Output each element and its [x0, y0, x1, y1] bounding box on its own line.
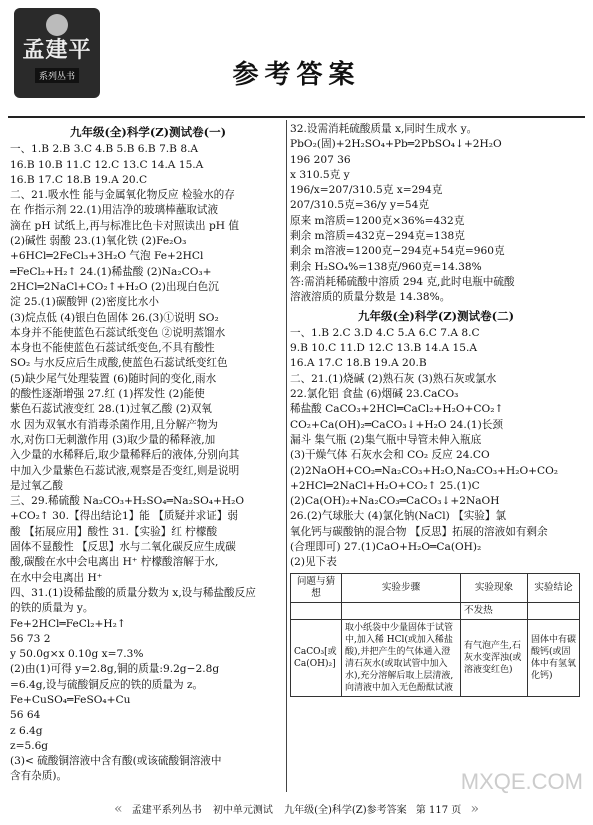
- answer-line: 剩余 m溶质=432克−294克=138克: [290, 230, 465, 243]
- answer-line: 在水中会电离出 H⁺: [10, 571, 103, 584]
- answer-line: (合理即可) 27.(1)CaO+H₂O═Ca(OH)₂: [290, 541, 482, 554]
- watermark: MXQE.COM: [460, 769, 583, 794]
- answer-line: 入少量的水稀释后,取少量稀释后的液体,分别向其: [10, 449, 240, 462]
- answer-line: 16.B 10.B 11.C 12.C 13.C 14.A 15.A: [10, 158, 204, 171]
- answer-line: 16.B 17.C 18.B 19.A 20.C: [10, 173, 148, 186]
- answer-line: =6.4g,设与硫酸铜反应的铁的质量为 z。: [10, 678, 204, 691]
- answer-line: 中加入少量紫色石蕊试液,观察是否变红,则是说明: [10, 464, 240, 477]
- answer-line: Fe+2HCl═FeCl₂+H₂↑: [10, 617, 126, 630]
- answer-line: (3)干燥气体 石灰水会和 CO₂ 反应 24.CO: [290, 449, 490, 462]
- answer-line: z 6.4g: [10, 724, 43, 737]
- answer-line: 水 因为双氧水有消毒杀菌作用,且分解产物为: [10, 418, 219, 431]
- table-header: 实验现象: [461, 573, 528, 602]
- answer-line: SO₂ 与水反应后生成酸,使蓝色石蕊试纸变红色: [10, 357, 228, 370]
- table-cell: CaCO₃[或Ca(OH)₂]: [291, 619, 342, 696]
- answer-line: 剩余 H₂SO₄%=138克/960克=14.38%: [290, 260, 482, 273]
- chevron-left-icon: «: [113, 801, 123, 817]
- answer-line: 是过氧乙酸: [10, 479, 63, 492]
- answer-line: 答:需消耗稀硫酸中溶质 294 克,此时电瓶中硫酸: [290, 275, 515, 288]
- answer-line: 三、29.稀硫酸 Na₂CO₃+H₂SO₄═Na₂SO₄+H₂O: [10, 495, 245, 508]
- table-header-row: [291, 573, 580, 602]
- answer-line: Fe+CuSO₄═FeSO₄+Cu: [10, 693, 131, 706]
- table-cell: [342, 602, 461, 619]
- answer-line: (2)见下表: [290, 556, 337, 569]
- answer-line: PbO₂(固)+2H₂SO₄+Pb═2PbSO₄↓+2H₂O: [290, 138, 502, 151]
- section-title-test1: 九年级(全)科学(Z)测试卷(一): [69, 125, 227, 139]
- table-header: 实验结论: [528, 573, 580, 602]
- answer-line: 漏斗 集气瓶 (2)集气瓶中导管未伸入瓶底: [290, 433, 482, 446]
- header-divider: [8, 116, 585, 118]
- table-cell: [291, 602, 342, 619]
- answer-line: +CO₂↑ 30.【得出结论1】能 【质疑并求证】弱: [10, 510, 239, 523]
- answer-line: 固体不显酸性 【反思】水与二氧化碳反应生成碳: [10, 541, 236, 554]
- answer-line: 2HCl═2NaCl+CO₂↑+H₂O (2)出现白色沉: [10, 280, 219, 293]
- answer-line: 原来 m溶质=1200克×36%=432克: [290, 214, 465, 227]
- answer-line: 本身也不能使蓝色石蕊试纸变色,不具有酸性: [10, 342, 215, 355]
- answer-line: 四、31.(1)设稀盐酸的质量分数为 x,设与稀盐酸反应: [10, 586, 256, 599]
- answer-line: (5)缺少尾气处理装置 (6)随时间的变化,雨水: [10, 372, 217, 385]
- page-title: 参考答案: [232, 60, 361, 90]
- answer-line: +6HCl═2FeCl₃+3H₂O 气泡 Fe+2HCl: [10, 250, 204, 263]
- answer-line: (3)< 硫酸铜溶液中含有酸(或该硫酸铜溶液中: [10, 755, 222, 768]
- answer-line: 56 73 2: [10, 632, 51, 645]
- answer-line: (2)2NaOH+CO₂═Na₂CO₃+H₂O,Na₂CO₃+H₂O+CO₂: [290, 464, 559, 477]
- logo-name: 孟建平: [22, 37, 92, 63]
- answer-line: 的铁的质量为 y。: [10, 602, 94, 615]
- answer-line: y 50.0g×x 0.10g x=7.3%: [10, 648, 144, 661]
- answer-line: 一、1.B 2.C 3.D 4.C 5.A 6.C 7.A 8.C: [290, 326, 480, 339]
- answer-line: 溶液溶质的质量分数是 14.38%。: [290, 291, 451, 304]
- table-cell: [528, 602, 580, 619]
- section-title-test2: 九年级(全)科学(Z)测试卷(二): [357, 308, 515, 323]
- answer-line: (2)由(1)可得 y=2.8g,铜的质量:9.2g−2.8g: [10, 663, 220, 676]
- left-column: [10, 122, 286, 785]
- answer-line: (2)碱性 弱酸 23.(1)氧化铁 (2)Fe₂O₃: [10, 235, 187, 248]
- answer-line: ═FeCl₂+H₂↑ 24.(1)稀盐酸 (2)Na₂CO₃+: [10, 265, 212, 278]
- footer-page-number: 第 117 页: [415, 805, 462, 816]
- table-row: [291, 619, 580, 696]
- footer-series: 孟建平系列丛书: [131, 805, 202, 816]
- answer-line: 196 207 36: [290, 153, 351, 166]
- column-divider: [286, 120, 287, 792]
- answer-line: 196/x=207/310.5克 x=294克: [290, 184, 443, 197]
- answer-line: (2)Ca(OH)₂+Na₂CO₃═CaCO₃↓+2NaOH: [290, 495, 500, 508]
- footer-subject: 九年级(全)科学(Z)参考答案: [284, 805, 407, 816]
- right-answer-lines-top: [290, 122, 582, 306]
- answer-line: 9.B 10.C 11.D 12.C 13.B 14.A 15.A: [290, 342, 477, 355]
- answer-line: 26.(2)气球胀大 (4)氯化钠(NaCl) 【实验】氯: [290, 510, 507, 523]
- table-cell: 取小纸袋中少量固体于试管中,加入稀 HCl(或加入稀盐酸),并把产生的气体通入澄清石灰水(或取试管中加入水),充分溶解后取上层清液,向清液中加入无色酚酞试液: [342, 619, 461, 696]
- answer-line: 本身并不能使蓝色石蕊试纸变色 ②说明蒸馏水: [10, 326, 226, 339]
- answer-line: CO₂+Ca(OH)₂═CaCO₃↓+H₂O 24.(1)长颈: [290, 418, 503, 431]
- answer-line: 滴在 pH 试纸上,再与标准比色卡对照读出 pH 值: [10, 219, 239, 232]
- table-header: 实验步骤: [342, 573, 461, 602]
- logo-emblem-icon: [46, 14, 68, 36]
- logo-subtitle: 系列丛书: [35, 68, 79, 83]
- answer-line: +2HCl═2NaCl+H₂O+CO₂↑ 25.(1)C: [290, 479, 480, 492]
- answer-line: 水,对伤口无刺激作用 (3)取少量的稀释液,加: [10, 433, 216, 446]
- answer-line: 剩余 m溶液=1200克−294克+54克=960克: [290, 245, 505, 258]
- answer-line: 稀盐酸 CaCO₃+2HCl═CaCl₂+H₂O+CO₂↑: [290, 403, 504, 416]
- answer-line: 含有杂质)。: [10, 770, 68, 783]
- page-footer: [0, 799, 593, 819]
- answer-line: 酸 【拓展应用】酸性 31.【实验】红 柠檬酸: [10, 525, 218, 538]
- answer-line: 淀 25.(1)碳酸钾 (2)密度比水小: [10, 296, 159, 309]
- answer-line: 22.氯化铝 食盐 (6)烟碱 23.CaCO₃: [290, 388, 459, 401]
- answer-line: 氧化钙与碳酸钠的混合物 【反思】拓展的溶液如有剩余: [290, 525, 548, 538]
- right-column: [290, 122, 582, 697]
- answer-line: 一、1.B 2.B 3.C 4.B 5.B 6.B 7.B 8.A: [10, 143, 199, 156]
- experiment-table: [290, 573, 580, 697]
- table-cell: 固体中有碳酸钙(或固体中有氢氧化钙): [528, 619, 580, 696]
- left-answer-lines: [10, 142, 286, 784]
- footer-book: 初中单元测试: [212, 805, 273, 816]
- answer-line: (3)烷点低 (4)银白色固体 26.(3)①说明 SO₂: [10, 311, 219, 324]
- answer-line: 二、21.吸水性 能与金属氧化物反应 检验水的存: [10, 189, 235, 202]
- answer-line: 207/310.5克=36/y y=54克: [290, 199, 429, 212]
- answer-line: z=5.6g: [10, 739, 49, 752]
- right-answer-lines-bottom: [290, 326, 582, 571]
- answer-line: x 310.5克 y: [290, 168, 350, 181]
- table-cell: 有气泡产生,石灰水变浑浊(或溶液变红色): [461, 619, 528, 696]
- answer-line: 的酸性逐渐增强 27.红 (1)挥发性 (2)能使: [10, 388, 205, 401]
- answer-line: 在 作指示剂 22.(1)用洁净的玻璃棒蘸取试液: [10, 204, 219, 217]
- answer-line: 二、21.(1)烧碱 (2)熟石灰 (3)熟石灰或氯水: [290, 372, 497, 385]
- answer-line: 56 64: [10, 709, 41, 722]
- chevron-right-icon: »: [470, 801, 480, 817]
- answer-line: 酸,碳酸在水中会电离出 H⁺ 柠檬酸溶解于水,: [10, 556, 219, 569]
- answer-line: 32.设需消耗硫酸质量 x,同时生成水 y。: [290, 123, 478, 135]
- answer-line: 16.A 17.C 18.B 19.A 20.B: [290, 357, 427, 370]
- answer-line: 紫色石蕊试液变红 28.(1)过氧乙酸 (2)双氧: [10, 403, 212, 416]
- table-header: 问题与猜想: [291, 573, 342, 602]
- table-cell: 不发热: [461, 602, 528, 619]
- table-row: [291, 602, 580, 619]
